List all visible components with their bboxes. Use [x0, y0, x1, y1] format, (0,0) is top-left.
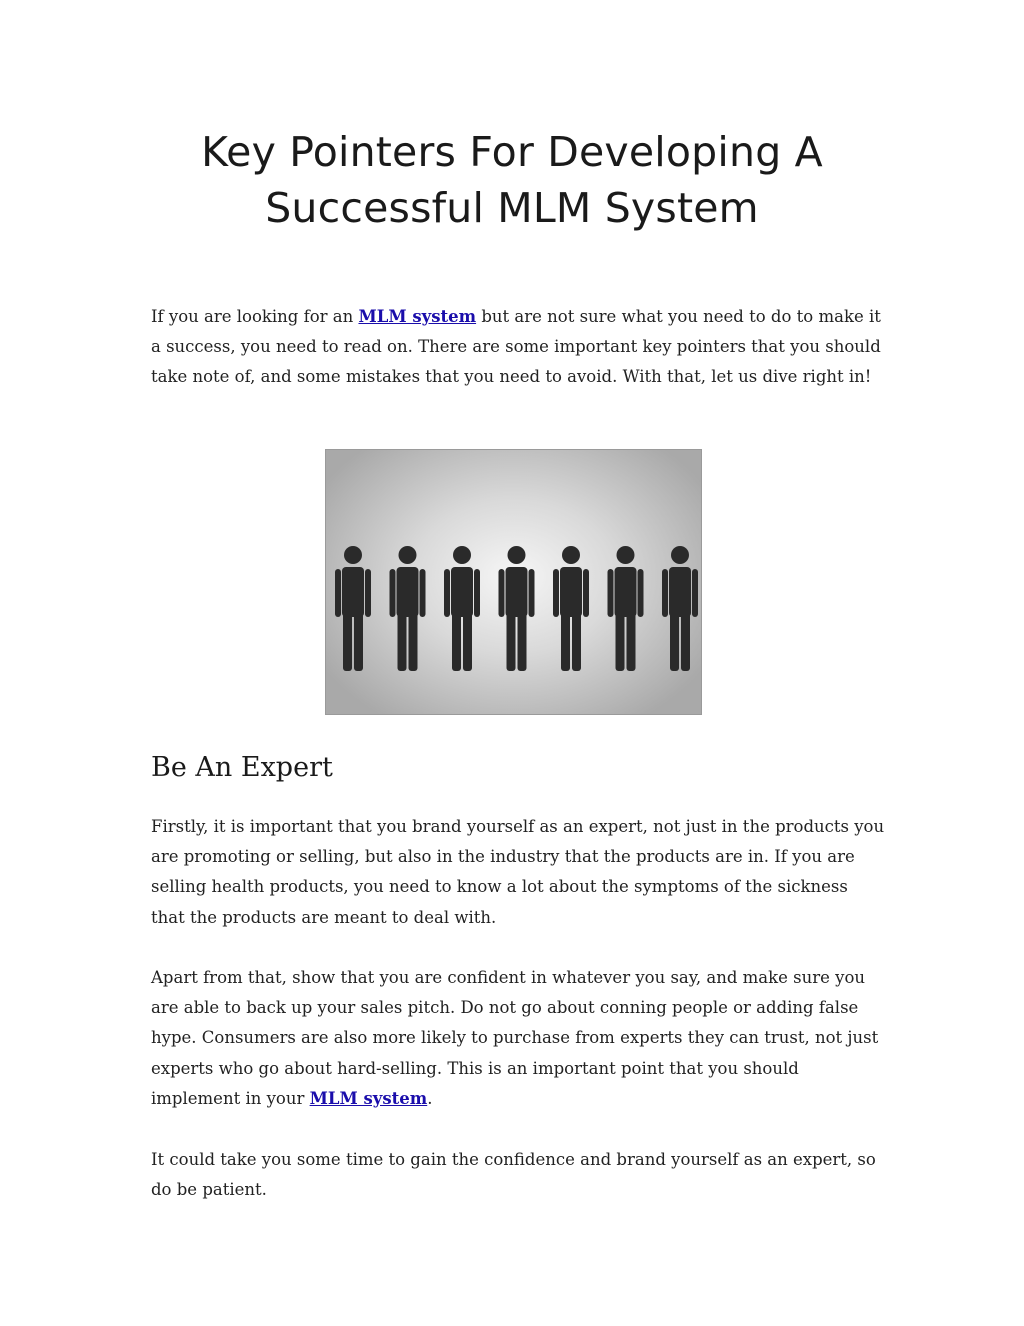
intro-text-after-link: but are not sure what you need to do to make it a success, you need to read on. There are some important key pointers that you should take note of, and some mistakes that you need to avoid. With that, let us dive right in!	[151, 307, 881, 387]
person-figure	[499, 546, 535, 671]
document-title	[151, 124, 873, 236]
person-figure	[662, 546, 698, 671]
people-figures-graphic	[326, 450, 701, 714]
person-figure	[608, 546, 644, 671]
paragraph-3: It could take you some time to gain the confidence and brand yourself as an expert, so do be patient.	[151, 1150, 876, 1200]
title-line-1: Key Pointers For Developing A	[201, 128, 823, 176]
title-line-2: Successful MLM System	[265, 184, 759, 232]
paragraph-2-end: .	[427, 1088, 433, 1108]
person-figure	[553, 546, 589, 671]
person-figure	[390, 546, 426, 671]
intro-paragraph	[151, 302, 886, 393]
section-heading: Be An Expert	[151, 752, 333, 783]
intro-text-before-link: If you are looking for an	[151, 307, 359, 326]
mlm-system-link[interactable]: MLM system	[358, 307, 477, 326]
mlm-system-link-2[interactable]: MLM system	[309, 1088, 428, 1108]
paragraph-2-text: Apart from that, show that you are confident in whatever you say, and make sure you are able to back up your sales pitch. Do not go about conning people or adding false hype. Consumers are also more likely to purchase from experts they can trust, not just experts who go about hard-selling. This is an important point that you should implement in your	[151, 968, 879, 1108]
people-illustration	[325, 449, 702, 715]
person-figure	[444, 546, 480, 671]
paragraph-1: Firstly, it is important that you brand yourself as an expert, not just in the products you are promoting or selling, but also in the industry that the products are in. If you are selling health products, you need to know a lot about the symptoms of the sickness that the products are meant to deal with.	[151, 817, 885, 927]
paragraph-2	[151, 963, 886, 1114]
person-figure	[335, 546, 371, 671]
